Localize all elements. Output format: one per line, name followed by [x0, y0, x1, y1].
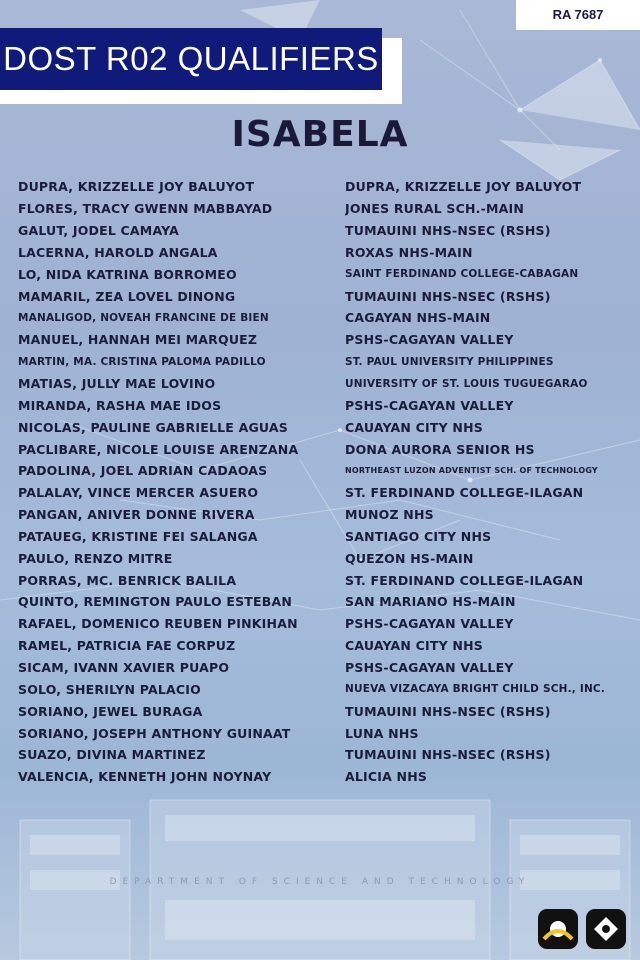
- qualifier-row: [18, 591, 628, 613]
- qualifier-school: ST. FERDINAND COLLEGE-ILAGAN: [345, 572, 584, 588]
- qualifier-row: [18, 242, 628, 264]
- qualifier-row: [18, 351, 628, 373]
- qualifier-school: UNIVERSITY OF ST. LOUIS TUGUEGARAO: [345, 377, 588, 390]
- qualifier-school: MUNOZ NHS: [345, 507, 434, 523]
- dost-logo: [534, 905, 630, 953]
- qualifier-school: TUMAUINI NHS-NSEC (RSHS): [345, 223, 551, 239]
- qualifier-school: CAGAYAN NHS-MAIN: [345, 310, 491, 326]
- page-title: DOST R02 QUALIFIERS: [0, 28, 382, 90]
- qualifier-row: [18, 547, 628, 569]
- qualifier-row: [18, 438, 628, 460]
- qualifier-row: [18, 460, 628, 482]
- qualifier-row: [18, 657, 628, 679]
- qualifier-name: MANUEL, HANNAH MEI MARQUEZ: [18, 332, 258, 348]
- qualifier-name: MANALIGOD, NOVEAH FRANCINE DE BIEN: [18, 311, 269, 324]
- qualifier-name: SUAZO, DIVINA MARTINEZ: [18, 747, 206, 763]
- qualifier-name: PANGAN, ANIVER DONNE RIVERA: [18, 507, 255, 523]
- qualifier-school: CAUAYAN CITY NHS: [345, 638, 483, 654]
- qualifier-name: SORIANO, JEWEL BURAGA: [18, 703, 203, 719]
- qualifier-row: [18, 176, 628, 198]
- qualifier-name: PALALAY, VINCE MERCER ASUERO: [18, 485, 259, 501]
- qualifier-row: [18, 285, 628, 307]
- qualifier-school: LUNA NHS: [345, 725, 419, 741]
- qualifier-row: [18, 263, 628, 285]
- qualifier-name: PORRAS, MC. BENRICK BALILA: [18, 572, 237, 588]
- qualifier-row: [18, 569, 628, 591]
- qualifier-name: VALENCIA, KENNETH JOHN NOYNAY: [18, 769, 272, 785]
- qualifier-school: TUMAUINI NHS-NSEC (RSHS): [345, 747, 551, 763]
- qualifier-name: PADOLINA, JOEL ADRIAN CADAOAS: [18, 463, 268, 479]
- qualifier-row: [18, 526, 628, 548]
- qualifier-name: NICOLAS, PAULINE GABRIELLE AGUAS: [18, 419, 288, 435]
- qualifier-school: NUEVA VIZACAYA BRIGHT CHILD SCH., INC.: [345, 683, 606, 696]
- qualifier-school: ALICIA NHS: [345, 769, 428, 785]
- qualifier-school: ROXAS NHS-MAIN: [345, 244, 473, 260]
- qualifier-name: SICAM, IVANN XAVIER PUAPO: [18, 659, 230, 675]
- qualifier-row: [18, 198, 628, 220]
- qualifier-school: JONES RURAL SCH.-MAIN: [345, 201, 525, 217]
- qualifier-row: [18, 373, 628, 395]
- qualifier-school: DUPRA, KRIZZELLE JOY BALUYOT: [345, 179, 582, 195]
- qualifier-row: [18, 635, 628, 657]
- qualifier-row: [18, 307, 628, 329]
- qualifier-school: PSHS-CAGAYAN VALLEY: [345, 659, 514, 675]
- qualifier-name: RAMEL, PATRICIA FAE CORPUZ: [18, 638, 236, 654]
- qualifier-school: NORTHEAST LUZON ADVENTIST SCH. OF TECHNOLOGY: [345, 466, 598, 476]
- qualifier-school: TUMAUINI NHS-NSEC (RSHS): [345, 288, 551, 304]
- qualifier-row: [18, 504, 628, 526]
- qualifier-row: [18, 744, 628, 766]
- qualifier-school: PSHS-CAGAYAN VALLEY: [345, 332, 514, 348]
- qualifier-name: MIRANDA, RASHA MAE IDOS: [18, 397, 222, 413]
- qualifier-row: [18, 722, 628, 744]
- qualifier-row: [18, 482, 628, 504]
- qualifier-name: QUINTO, REMINGTON PAULO ESTEBAN: [18, 594, 293, 610]
- qualifier-school: ST. FERDINAND COLLEGE-ILAGAN: [345, 485, 584, 501]
- qualifier-row: [18, 766, 628, 788]
- qualifier-school: CAUAYAN CITY NHS: [345, 419, 483, 435]
- qualifier-name: DUPRA, KRIZZELLE JOY BALUYOT: [18, 179, 255, 195]
- building-sign: DEPARTMENT OF SCIENCE AND TECHNOLOGY: [109, 877, 531, 887]
- qualifier-row: [18, 394, 628, 416]
- qualifier-row: [18, 700, 628, 722]
- ra-badge: RA 7687: [516, 0, 640, 30]
- qualifier-name: SOLO, SHERILYN PALACIO: [18, 681, 201, 697]
- qualifier-name: FLORES, TRACY GWENN MABBAYAD: [18, 201, 273, 217]
- qualifier-name: RAFAEL, DOMENICO REUBEN PINKIHAN: [18, 616, 298, 632]
- qualifier-name: LACERNA, HAROLD ANGALA: [18, 244, 218, 260]
- qualifier-row: [18, 416, 628, 438]
- qualifier-name: MATIAS, JULLY MAE LOVINO: [18, 376, 216, 392]
- qualifier-list: [18, 176, 628, 788]
- qualifier-name: PAULO, RENZO MITRE: [18, 550, 173, 566]
- qualifier-row: [18, 678, 628, 700]
- qualifier-name: PATAUEG, KRISTINE FEI SALANGA: [18, 528, 258, 544]
- qualifier-school: PSHS-CAGAYAN VALLEY: [345, 397, 514, 413]
- qualifier-school: ST. PAUL UNIVERSITY PHILIPPINES: [345, 355, 554, 368]
- qualifier-school: PSHS-CAGAYAN VALLEY: [345, 616, 514, 632]
- qualifier-name: PACLIBARE, NICOLE LOUISE ARENZANA: [18, 441, 299, 457]
- qualifier-school: TUMAUINI NHS-NSEC (RSHS): [345, 703, 551, 719]
- qualifier-school: DONA AURORA SENIOR HS: [345, 441, 535, 457]
- qualifier-school: SANTIAGO CITY NHS: [345, 528, 492, 544]
- qualifier-school: SAN MARIANO HS-MAIN: [345, 594, 516, 610]
- region-heading: ISABELA: [231, 114, 409, 155]
- qualifier-name: MARTIN, MA. CRISTINA PALOMA PADILLO: [18, 355, 266, 368]
- qualifier-name: GALUT, JODEL CAMAYA: [18, 223, 180, 239]
- qualifier-row: [18, 220, 628, 242]
- qualifier-school: QUEZON HS-MAIN: [345, 550, 474, 566]
- qualifier-row: [18, 329, 628, 351]
- qualifier-name: LO, NIDA KATRINA BORROMEO: [18, 266, 237, 282]
- qualifier-name: MAMARIL, ZEA LOVEL DINONG: [18, 288, 236, 304]
- qualifier-row: [18, 613, 628, 635]
- qualifier-school: SAINT FERDINAND COLLEGE-CABAGAN: [345, 268, 579, 281]
- qualifier-name: SORIANO, JOSEPH ANTHONY GUINAAT: [18, 725, 291, 741]
